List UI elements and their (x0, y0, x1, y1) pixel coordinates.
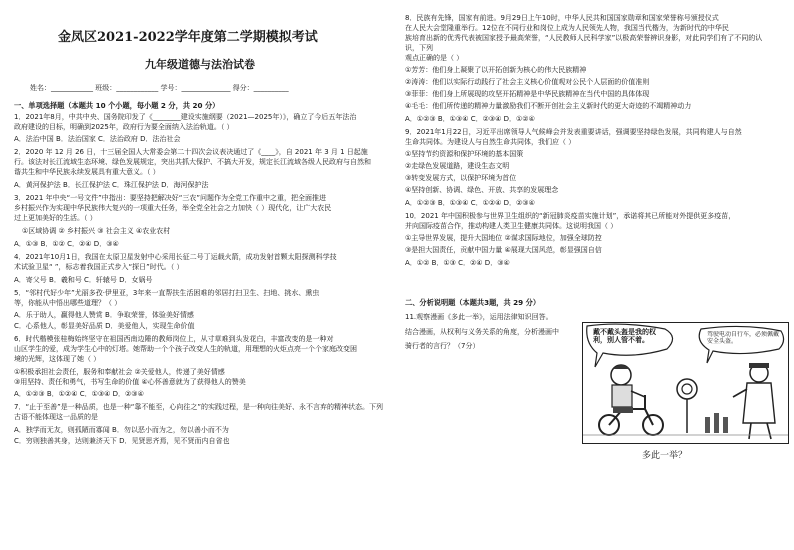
question-line: ①坚持节约资源和保护环境的基本国策 (405, 150, 524, 158)
question-line: A．黄河保护法 B．长江保护法 C．珠江保护法 D．海河保护法 (14, 181, 209, 189)
cartoon-image (582, 322, 789, 444)
question-line: 在人民大会堂隆重举行。12位在不同行业和岗位上成为人民领先人物，我国当代楷为，为新时代的中华民 (405, 24, 729, 32)
question-line: 11.观察漫画《多此一举》，运用法律知识回答。 (405, 313, 553, 321)
question-line: A．乐于助人，赢得他人赞赏 B．争取荣誉，体验美好情感 (14, 311, 194, 319)
student-info-line: 姓名：____________ 班级：____________ 学号：______________ 得分：__________ (30, 84, 289, 92)
bubble-right-text: 驾驶电动自行车，必须佩戴安全头盔。 (707, 331, 780, 345)
question-line: A．法治中国 B．法治国家 C．法治政府 D．法治社会 (14, 135, 181, 143)
question-line: 观点正确的是（ ） (405, 54, 464, 62)
question-line: ②走绿色发展道路，建设生态文明 (405, 162, 510, 170)
question-line: 骑行者的言行？（7分） (405, 342, 480, 350)
cartoon-drawing (583, 323, 788, 443)
question-line: 6．时代楷模张桂梅始终坚守在祖国西南边陲的教师岗位上，从寸草难到头发花白，丰富改变的是一种对 (14, 335, 334, 343)
question-line: ③是担大国责任，贡献中国力量 ④展现大国风范，彰显强国自信 (405, 246, 602, 254)
question-line: A．①② B．①③ C．②④ D．③④ (405, 259, 510, 267)
question-line: 9．2021年1月22日，习近平出席领导人气候峰会并发表重要讲话，强调要坚持绿色发展，共同构建人与自然 (405, 128, 742, 136)
question-line: ④毛毛：他们所传递的精神力量激励我们不断开创社会主义新时代的更大奇迹的不竭精神动力 (405, 102, 692, 110)
question-line: ②涛涛：他们以实际行动践行了社会主义核心价值观对公民个人层面的价值准则 (405, 78, 650, 86)
question-line: A．寄父号 B．羲和号 C．轩辕号 D．女娲号 (14, 276, 153, 284)
question-line: 境的光辉，这体现了她（ ） (14, 355, 101, 363)
question-line: 一、单项选择题（本题共 10 个小题，每小题 2 分，共 20 分） (14, 101, 220, 110)
question-line: ③转变发展方式，以保护环境为首位 (405, 174, 517, 182)
question-line: C．穷则独善其身，达则兼济天下 D．见贤思齐焉，见不贤而内自省也 (14, 437, 230, 445)
question-line: ①主导世界发展，提升大国地位 ②谋求国际地位，加强全球防控 (405, 234, 602, 242)
question-line: 术试验卫星“ ”，标志着我国正式步入“探日”时代。（ ） (14, 263, 184, 271)
question-line: 古语不能体现这一品质的是 (14, 413, 98, 421)
question-line: 2．2020 年 12 月 26 日，十三届全国人大常委会第二十四次会议表决通过了《____》，自 2021 年 3 月 1 日起施 (14, 148, 368, 156)
question-line: 政府建设的目标，明确到2025年，政府行为要全面纳入法治轨道。（ ） (14, 123, 234, 131)
question-line: 5．“邻村代好少年”尤丽多孜·伊里亚，3年来一直帮扶生活困难的邻居打扫卫生、扫地、挑水、熏虫 (14, 289, 320, 297)
question-line: 山区学生的爱，成为学生心中的灯塔。她帮助一个个孩子改变人生的轨道，用理想的火炬点亮一个个家庭改变困 (14, 345, 357, 353)
question-line: 等，你能从中悟出哪些道理？（ ） (14, 299, 122, 307)
question-line: 1．2021年8月，中共中央、国务院印发了《________建设实施纲要（2021—2025年）》，确立了今后五年法治 (14, 113, 357, 121)
question-line: A．①②③ B．①②④ C．①③④ D．②③④ (14, 390, 144, 398)
question-line: ④坚持创新、协调、绿色、开放、共享的发展理念 (405, 186, 559, 194)
question-line: A．①③ B．①② C．②④ D．③④ (14, 240, 119, 248)
question-line: ③用坚持、责任和勇气，书写生命的价值 ④心怀善意就为了获得他人的赞美 (14, 378, 246, 386)
question-line: 二、分析说明题（本题共3题，共 29 分） (405, 298, 541, 307)
bubble-left-text: 戴不戴头盔是我的权利，别人管不着。 (593, 328, 656, 344)
question-line: 生命共同体。为建设人与自然生命共同体，我们应（ ） (405, 138, 576, 146)
question-line: ①积极承担社会责任，服务和奉献社会 ②关爱他人，传递了美好情感 (14, 368, 225, 376)
question-line: 过上更加美好的生活。（ ） (14, 214, 97, 222)
question-line: C．心系他人，彰显美好品质 D．美爱他人，实现生命价值 (14, 322, 195, 330)
cartoon-caption: 多此一举？ (642, 451, 688, 461)
question-line: A．①②③ B．①③④ C．①②④ D．②③④ (405, 199, 535, 207)
question-line: A．①②③ B．①③④ C．②③④ D．①②④ (405, 115, 535, 123)
question-line: 10．2021 年中国积极参与世界卫生组织的“新冠肺炎疫苗实施计划”，承诺将其已所能对外提供更多疫苗， (405, 212, 736, 220)
question-line: ①区域协调 ② 乡村振兴 ③ 社会主义 ④农业农村 (22, 227, 171, 235)
question-line: 乡村振兴作为实现中华民族伟大复兴的一项重大任务，举全党全社会之力加快（ ）现代化，让广大农民 (14, 204, 332, 212)
question-line: 8．民族有先锋，国家有前进。9月29日上午10时，中华人民共和国国家勋章和国家荣誉称号颁授仪式 (405, 14, 719, 22)
question-line: 结合漫画，从权利与义务关系的角度，分析漫画中 (405, 328, 559, 336)
exam-subtitle: 九年级道德与法治试卷 (145, 58, 255, 71)
question-line: ③菲菲：他们身上所展现的攻坚开拓精神是中华民族精神在当代中国的具体体现 (405, 90, 650, 98)
question-line: 3．2021 年中央“一号文件”中指出：要坚持把解决好“三农”问题作为全党工作重中之重，把全面推进 (14, 194, 326, 202)
question-line: 族培育出新的优秀代表被国家授予最高荣誉，“人民教师人民科学家”以极高荣誉辨识身影，对此同学们有了不同的认 (405, 34, 763, 42)
question-line: 识，下列 (405, 44, 433, 52)
question-line: 行。该法对长江流域生态环境、绿色发展规定，突出共抓大保护、不搞大开发，规定长江流域各级人民政府与自然和 (14, 158, 371, 166)
exam-title: 金凤区2021-2022学年度第二学期模拟考试 (58, 30, 318, 45)
question-line: A．独学而无友，则孤陋而寡闻 B．勿以恶小而为之，勿以善小而不为 (14, 426, 229, 434)
question-line: ①芳芳：他们身上凝聚了以开拓创新为核心的伟大民族精神 (405, 66, 587, 74)
question-line: 并向国际疫苗合作，推动构建人类卫生健康共同体。这说明我国（ ） (405, 222, 618, 230)
question-line: 谐共生和中华民族永续发展具有重大意义。（ ） (14, 168, 160, 176)
question-line: 4．2021年10月1日，我国在太原卫星发射中心采用长征二号丁运载火箭，成功发射首颗太阳探测科学技 (14, 253, 337, 261)
question-line: 7．“止于至善”是一种品质，也是一种“靠不能至，心向往之”的实践过程，是一种向往美好、永不言弃的精神状态。下列 (14, 403, 383, 411)
